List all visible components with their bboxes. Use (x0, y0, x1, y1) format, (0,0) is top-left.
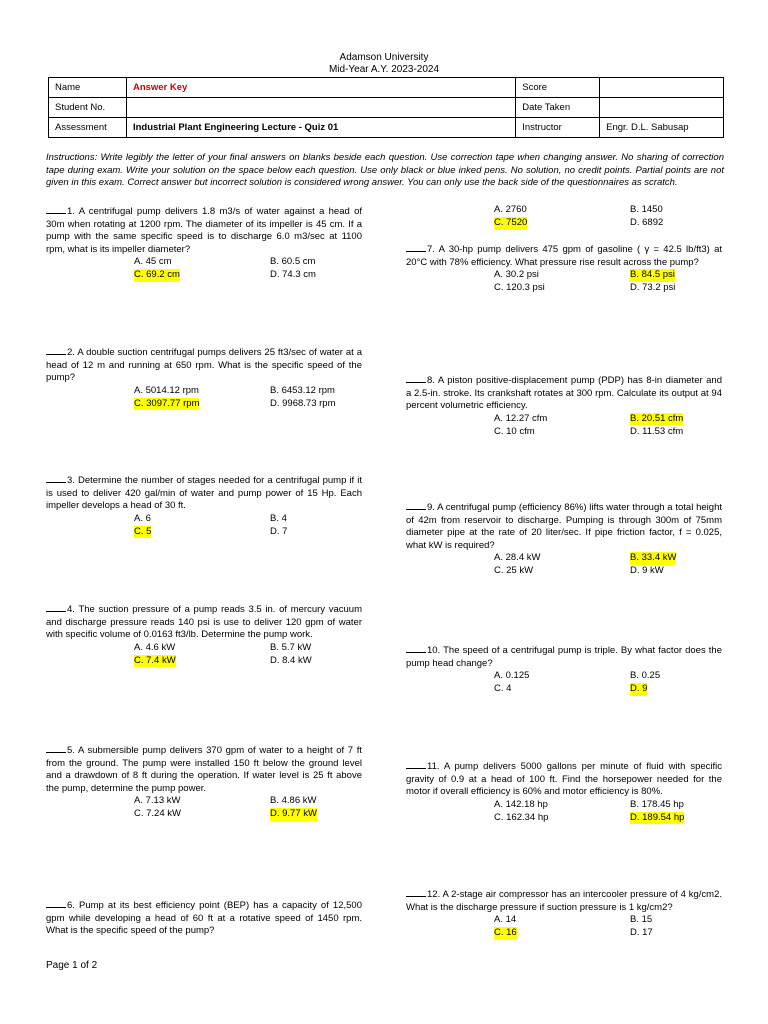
option-list (406, 670, 722, 698)
correct-option: D. 9.77 kW (270, 808, 317, 820)
page-number: Page 1 of 2 (46, 960, 98, 971)
question-10 (406, 643, 722, 698)
option: B. 4.86 kW (270, 795, 317, 807)
instructor-label: Instructor (516, 118, 600, 138)
question-11 (406, 759, 722, 827)
answer-blank[interactable] (46, 345, 66, 355)
score-label: Score (516, 78, 600, 98)
info-table (48, 77, 724, 138)
option: D. 73.2 psi (630, 282, 676, 294)
instructions: Instructions: Write legibly the letter of your final answers on blanks beside each question. Use correction tape when changing answer. No sharing of correction tape during exam. Write your solution on the space below each question. Use only black or blue inked pens. No solution, no credit points. Partial points are not given in this exam. Correct answer but incorrect solution is considered wrong answer. You can only use the back side of the questionnaires as scratch. (46, 152, 724, 188)
question-text (46, 345, 362, 385)
question-7 (406, 242, 722, 297)
option: B. 60.5 cm (270, 256, 316, 268)
question-2 (46, 345, 362, 413)
option: B. 1450 (630, 204, 663, 215)
option-list (406, 269, 722, 297)
option: C. 4 (494, 683, 512, 695)
question-8 (406, 373, 722, 441)
option: D. 7 (270, 525, 288, 537)
correct-option: C. 16 (494, 927, 517, 939)
option: C. 10 cfm (494, 425, 535, 437)
option: D. 9968.73 rpm (270, 397, 336, 409)
option: D. 6892 (630, 217, 664, 228)
option: A. 6 (134, 512, 151, 524)
date-value (600, 98, 724, 118)
student-no-value (126, 98, 515, 118)
question-text-content: 9. A centrifugal pump (efficiency 86%) lifts water through a total height of 42m from reservoir to discharge. Pumping is through 300m of 75mm diameter pipe at the rate of 20 liter/sec. If pipe friction factor, f = 0.025, what kW is required? (406, 502, 722, 551)
instructor-value: Engr. D.L. Sabusap (600, 118, 724, 138)
name-label: Name (49, 78, 127, 98)
correct-option: C. 7520 (494, 217, 528, 228)
question-9 (406, 500, 722, 580)
option-list (406, 914, 722, 942)
question-text (46, 473, 362, 513)
correct-option: D. 189.54 hp (630, 811, 685, 823)
option: A. 28.4 kW (494, 552, 541, 564)
question-text (46, 898, 362, 938)
option-list (46, 795, 362, 823)
question-text (46, 602, 362, 642)
option: A. 7.13 kW (134, 795, 181, 807)
option: D. 9 kW (630, 565, 664, 577)
option: B. 15 (630, 914, 653, 926)
option-list (46, 385, 362, 413)
option-list (406, 799, 722, 827)
answer-blank[interactable] (46, 602, 66, 612)
option: B. 0.25 (630, 670, 661, 682)
option: A. 30.2 psi (494, 269, 539, 281)
student-no-label: Student No. (49, 98, 127, 118)
option: C. 7.24 kW (134, 808, 181, 820)
question-12 (406, 887, 722, 942)
question-text-content: 4. The suction pressure of a pump reads 3.5 in. of mercury vacuum and discharge pressure reads 140 psi is use to deliver 120 gpm of water with specific volume of 0.0163 ft3/lb. Determine the pump work. (46, 604, 362, 641)
option: A. 142.18 hp (494, 798, 548, 810)
option: D. 8.4 kW (270, 654, 312, 666)
info-row-assessment (49, 118, 724, 138)
option: A. 5014.12 rpm (134, 384, 199, 396)
question-4 (46, 602, 362, 670)
info-row-student (49, 98, 724, 118)
answer-blank[interactable] (406, 643, 426, 653)
option-list (46, 256, 362, 284)
question-text (46, 743, 362, 795)
answer-blank[interactable] (46, 204, 66, 214)
option-list (406, 552, 722, 580)
answer-blank[interactable] (406, 887, 426, 897)
score-value (600, 78, 724, 98)
question-6-options (406, 204, 722, 232)
option: B. 5.7 kW (270, 641, 312, 653)
option: B. 6453.12 rpm (270, 384, 335, 396)
question-5 (46, 743, 362, 823)
assessment-value: Industrial Plant Engineering Lecture - Quiz 01 (126, 118, 515, 138)
question-text (46, 204, 362, 256)
answer-blank[interactable] (406, 500, 426, 510)
question-text (406, 643, 722, 670)
question-text-content: 1. A centrifugal pump delivers 1.8 m3/s of water against a head of 30m when rotating at 1200 rpm. The diameter of its impeller is 45 cm. If a pump with the same specific speed is to discharge 6.0 m3/sec at 1100 rpm, what is its impeller diameter? (46, 206, 362, 255)
name-value: Answer Key (126, 78, 515, 98)
correct-option: C. 69.2 cm (134, 269, 180, 281)
answer-blank[interactable] (46, 898, 66, 908)
question-text-content: 5. A submersible pump delivers 370 gpm of water to a height of 7 ft from the ground. The pump were installed 150 ft below the ground level and a drawdown of 8 ft during the operation. If water level is 25 ft above the pump, determine the pump power. (46, 745, 362, 794)
option: D. 17 (630, 927, 653, 939)
info-row-name (49, 78, 724, 98)
correct-option: C. 7.4 kW (134, 654, 176, 666)
correct-option: C. 5 (134, 525, 152, 537)
question-text (406, 759, 722, 799)
question-text-content: 6. Pump at its best efficiency point (BEP) has a capacity of 12,500 gpm while developing a head of 60 ft at a rotative speed of 1450 rpm. What is the specific speed of the pump? (46, 900, 362, 937)
option: A. 4.6 kW (134, 641, 176, 653)
academic-term: Mid-Year A.Y. 2023-2024 (328, 64, 440, 75)
correct-option: B. 84.5 psi (630, 269, 675, 281)
correct-option: C. 3097.77 rpm (134, 397, 200, 409)
assessment-label: Assessment (49, 118, 127, 138)
question-text (406, 500, 722, 552)
option: A. 0.125 (494, 670, 530, 682)
option-list (46, 642, 362, 670)
option-list (406, 413, 722, 441)
option: C. 162.34 hp (494, 811, 549, 823)
answer-blank[interactable] (46, 743, 66, 753)
option: A. 12.27 cfm (494, 412, 548, 424)
answer-blank[interactable] (46, 473, 66, 483)
option: D. 74.3 cm (270, 269, 316, 281)
option: B. 178.45 hp (630, 798, 684, 810)
option: B. 4 (270, 512, 287, 524)
question-text-content: 11. A pump delivers 5000 gallons per minute of fluid with specific gravity of 0.9 at a head of 100 ft. Find the horsepower needed for the motor if overall efficiency is 60% and motor efficiency is 80%. (406, 761, 722, 798)
option-list (406, 204, 722, 232)
question-text-content: 12. A 2-stage air compressor has an intercooler pressure of 4 kg/cm2. What is the discharge pressure if suction pressure is 1 kg/cm2? (406, 889, 722, 913)
question-1 (46, 204, 362, 284)
question-text-content: 7. A 30-hp pump delivers 475 gpm of gasoline ( γ = 42.5 lb/ft3) at 20°C with 78% efficiency. What pressure rise result across the pump? (406, 244, 722, 268)
option: A. 2760 (494, 204, 527, 215)
option: C. 120.3 psi (494, 282, 545, 294)
answer-blank[interactable] (406, 242, 426, 252)
question-text-content: 2. A double suction centrifugal pumps delivers 25 ft3/sec of water at a head of 12 m and running at 650 rpm. What is the specific speed of the pump? (46, 347, 362, 384)
question-text (406, 242, 722, 269)
question-text-content: 8. A piston positive-displacement pump (PDP) has 8-in diameter and a 2.5-in. stroke. Its crankshaft rotates at 300 rpm. Calculate its output at 94 percent volumetric efficiency. (406, 375, 722, 412)
answer-blank[interactable] (406, 759, 426, 769)
question-text (406, 887, 722, 914)
option: D. 11.53 cfm (630, 425, 684, 437)
option: C. 25 kW (494, 565, 534, 577)
question-text (406, 373, 722, 413)
question-text-content: 3. Determine the number of stages needed for a centrifugal pump if it is used to deliver 420 gal/min of water and pump power of 15 Hp. Each impeller develops a head of 30 ft. (46, 475, 362, 512)
exam-header (0, 52, 768, 76)
question-text-content: 10. The speed of a centrifugal pump is triple. By what factor does the pump head change? (406, 645, 722, 669)
correct-option: B. 20.51 cfm (630, 412, 684, 424)
option: A. 14 (494, 914, 517, 926)
option-list (46, 513, 362, 541)
correct-option: D. 9 (630, 683, 648, 695)
question-6 (46, 898, 362, 938)
university-name: Adamson University (339, 52, 429, 63)
question-3 (46, 473, 362, 541)
answer-blank[interactable] (406, 373, 426, 383)
date-label: Date Taken (516, 98, 600, 118)
option: A. 45 cm (134, 256, 172, 268)
correct-option: B. 33.4 kW (630, 552, 677, 564)
